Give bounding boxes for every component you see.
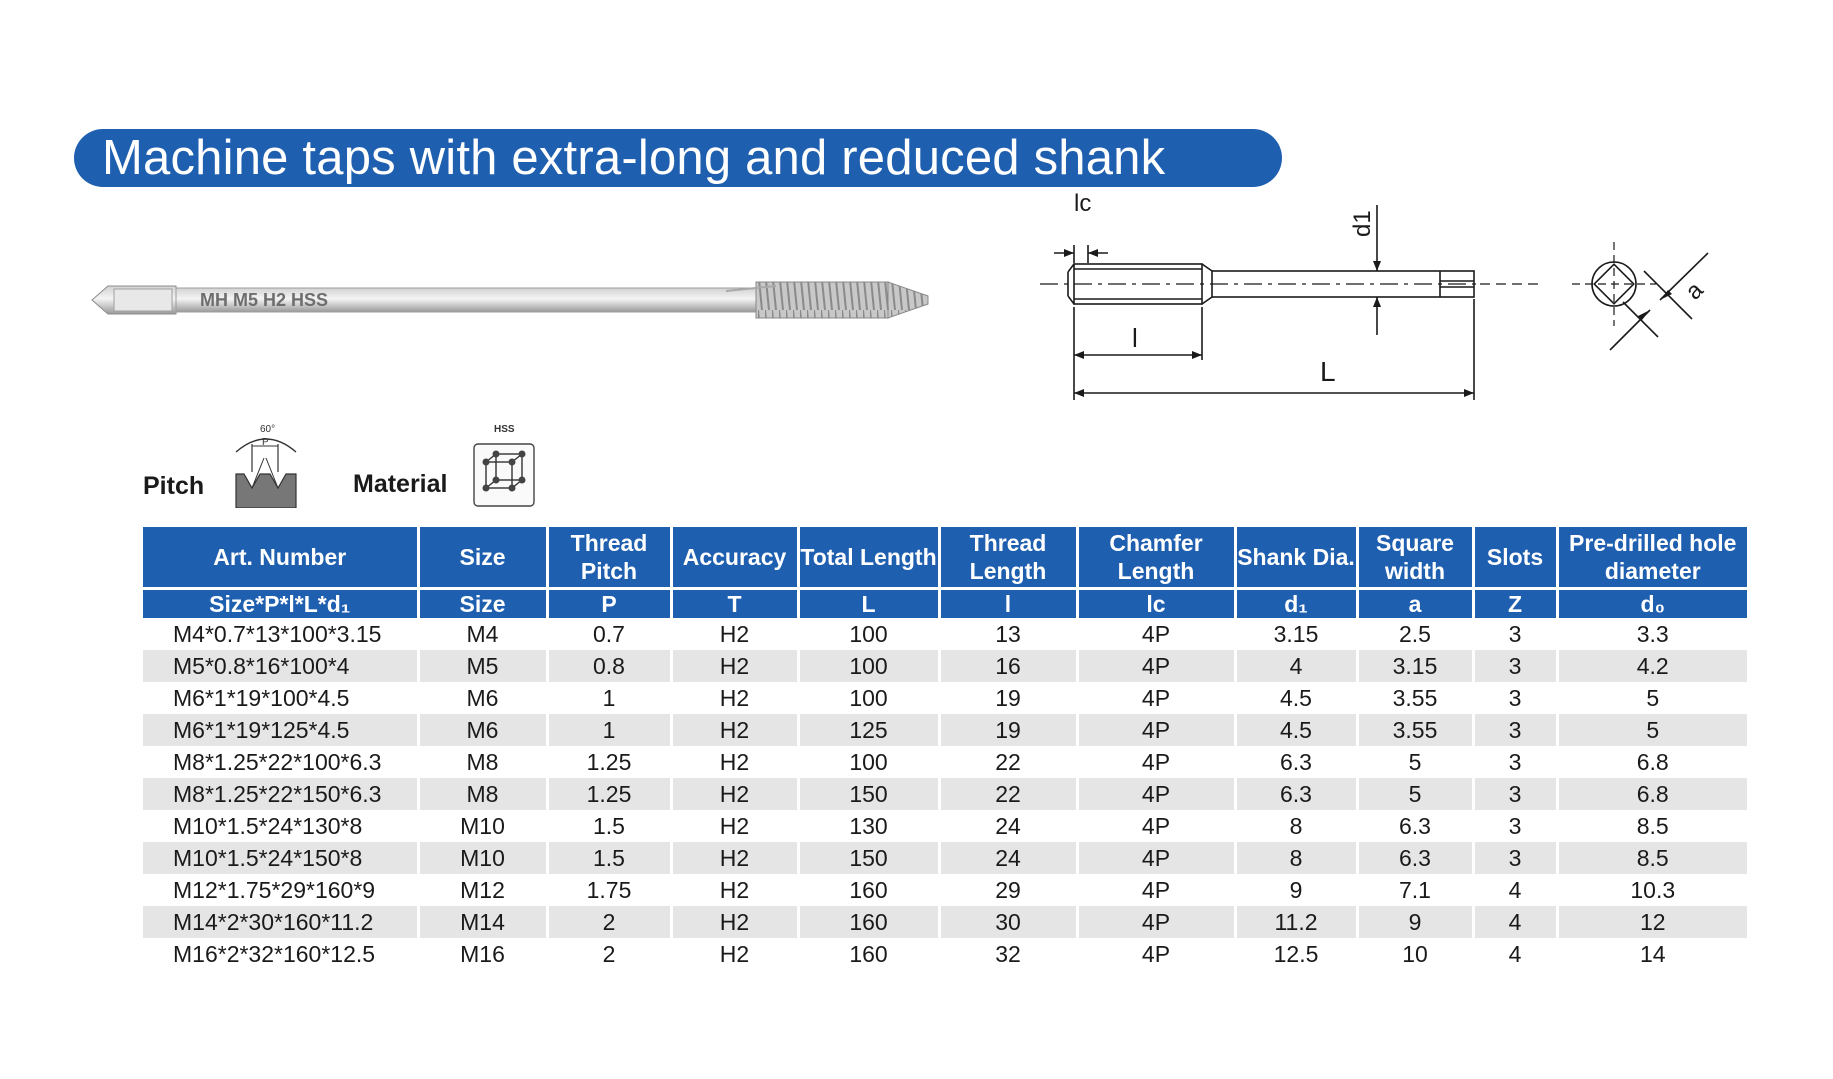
table-cell: 100 bbox=[798, 682, 939, 714]
table-cell: 3 bbox=[1473, 618, 1557, 650]
column-symbol: d₁ bbox=[1235, 589, 1357, 619]
table-cell: 4P bbox=[1077, 810, 1235, 842]
column-header: Thread Pitch bbox=[547, 527, 671, 589]
table-cell: M12*1.75*29*160*9 bbox=[143, 874, 418, 906]
table-row bbox=[143, 778, 1747, 810]
column-symbol: d₀ bbox=[1557, 589, 1747, 619]
column-symbol: Z bbox=[1473, 589, 1557, 619]
table-cell: 3 bbox=[1473, 682, 1557, 714]
table-cell: H2 bbox=[671, 778, 798, 810]
table-cell: 1 bbox=[547, 714, 671, 746]
table-cell: M14 bbox=[418, 906, 547, 938]
table-cell: 4.5 bbox=[1235, 714, 1357, 746]
table-cell: 6.3 bbox=[1235, 746, 1357, 778]
table-cell: 5 bbox=[1557, 714, 1747, 746]
table-cell: 160 bbox=[798, 906, 939, 938]
table-cell: 8.5 bbox=[1557, 842, 1747, 874]
table-cell: H2 bbox=[671, 714, 798, 746]
column-header: Thread Length bbox=[939, 527, 1077, 589]
table-row bbox=[143, 618, 1747, 650]
table-cell: 3.55 bbox=[1357, 714, 1473, 746]
table-cell: 1.75 bbox=[547, 874, 671, 906]
table-cell: 0.7 bbox=[547, 618, 671, 650]
table-cell: 24 bbox=[939, 810, 1077, 842]
column-symbol: Size bbox=[418, 589, 547, 619]
table-cell: 19 bbox=[939, 682, 1077, 714]
table-cell: 4P bbox=[1077, 682, 1235, 714]
tap-technical-drawing bbox=[1040, 185, 1760, 410]
column-header: Shank Dia. bbox=[1235, 527, 1357, 589]
material-icon-text: HSS bbox=[494, 424, 515, 435]
table-row bbox=[143, 650, 1747, 682]
table-cell: 4P bbox=[1077, 778, 1235, 810]
table-row bbox=[143, 714, 1747, 746]
table-cell: 5 bbox=[1646, 684, 1660, 711]
table-cell: 125 bbox=[798, 714, 939, 746]
label-L: L bbox=[1320, 356, 1336, 387]
table-cell: 24 bbox=[939, 842, 1077, 874]
table-cell: 150 bbox=[798, 842, 939, 874]
table-cell: 4 bbox=[1473, 938, 1557, 970]
table-cell: 2.5 bbox=[1357, 618, 1473, 650]
table-cell: M6 bbox=[418, 682, 547, 714]
tap-product-photo bbox=[86, 270, 946, 330]
table-cell: M6 bbox=[418, 714, 547, 746]
column-header: Size bbox=[418, 527, 547, 589]
column-header: Art. Number bbox=[143, 527, 418, 589]
column-header: Total Length bbox=[798, 527, 939, 589]
table-cell: H2 bbox=[671, 906, 798, 938]
table-cell: 8 bbox=[1235, 842, 1357, 874]
table-cell: 100 bbox=[798, 618, 939, 650]
table-cell: M8 bbox=[418, 746, 547, 778]
thread-pitch-icon bbox=[230, 422, 302, 508]
table-cell: H2 bbox=[671, 874, 798, 906]
label-a: a bbox=[1680, 276, 1709, 306]
table-cell: M5*0.8*16*100*4 bbox=[143, 650, 418, 682]
table-cell: 4P bbox=[1077, 842, 1235, 874]
table-cell: H2 bbox=[671, 650, 798, 682]
table-cell: 130 bbox=[798, 810, 939, 842]
table-cell: 3 bbox=[1473, 810, 1557, 842]
table-row bbox=[143, 906, 1747, 938]
table-cell: 160 bbox=[798, 938, 939, 970]
pitch-icon-p: P bbox=[262, 437, 269, 448]
pitch-icon-angle: 60° bbox=[260, 424, 276, 435]
table-cell: 3.55 bbox=[1357, 682, 1473, 714]
table-cell: 3.15 bbox=[1235, 618, 1357, 650]
table-cell: 1 bbox=[547, 682, 671, 714]
table-cell: 4.2 bbox=[1557, 650, 1747, 682]
table-cell: 6.3 bbox=[1357, 842, 1473, 874]
table-cell: 0.8 bbox=[547, 650, 671, 682]
column-header: Accuracy bbox=[671, 527, 798, 589]
table-cell: M8*1.25*22*150*6.3 bbox=[143, 778, 418, 810]
table-cell: H2 bbox=[671, 618, 798, 650]
table-cell: M10*1.5*24*130*8 bbox=[143, 810, 418, 842]
table-cell: M6*1*19*100*4.5 bbox=[143, 682, 418, 714]
pitch-label: Pitch bbox=[143, 472, 205, 500]
table-cell: 8 bbox=[1235, 810, 1357, 842]
table-cell: 6.3 bbox=[1357, 810, 1473, 842]
table-cell: 32 bbox=[939, 938, 1077, 970]
table-cell: 100 bbox=[798, 746, 939, 778]
table-cell: 160 bbox=[798, 874, 939, 906]
table-cell: 4 bbox=[1473, 906, 1557, 938]
table-cell: 10.3 bbox=[1630, 876, 1676, 903]
table-cell: 3 bbox=[1473, 650, 1557, 682]
table-row bbox=[143, 682, 1747, 714]
table-cell: 4 bbox=[1235, 650, 1357, 682]
table-cell: 12.5 bbox=[1235, 938, 1357, 970]
table-cell: 6.3 bbox=[1235, 778, 1357, 810]
table-row bbox=[143, 938, 1747, 970]
table-cell: 100 bbox=[798, 650, 939, 682]
table-cell: H2 bbox=[671, 682, 798, 714]
table-cell: 4.5 bbox=[1235, 682, 1357, 714]
table-cell: 1.5 bbox=[547, 810, 671, 842]
table-cell: H2 bbox=[671, 746, 798, 778]
table-cell: 3 bbox=[1473, 842, 1557, 874]
material-label: Material bbox=[353, 470, 448, 498]
table-cell: 10 bbox=[1357, 938, 1473, 970]
table-cell: 3 bbox=[1473, 778, 1557, 810]
column-symbol: Size*P*l*L*d₁ bbox=[143, 589, 418, 619]
hss-material-icon bbox=[470, 422, 538, 508]
table-cell: 4P bbox=[1077, 874, 1235, 906]
table-cell: M8*1.25*22*100*6.3 bbox=[143, 746, 418, 778]
symbol-row bbox=[143, 589, 1747, 619]
column-header: Pre-drilled hole diameter bbox=[1557, 527, 1747, 589]
table-row bbox=[143, 810, 1747, 842]
table-cell: 150 bbox=[798, 778, 939, 810]
table-cell: 3 bbox=[1473, 746, 1557, 778]
table-cell: M8 bbox=[418, 778, 547, 810]
table-cell: M16 bbox=[418, 938, 547, 970]
tap-marking: MH M5 H2 HSS bbox=[200, 290, 329, 310]
column-symbol: L bbox=[798, 589, 939, 619]
table-cell: 1.25 bbox=[547, 778, 671, 810]
table-row bbox=[143, 842, 1747, 874]
column-symbol: P bbox=[547, 589, 671, 619]
table-row bbox=[143, 746, 1747, 778]
column-symbol: a bbox=[1357, 589, 1473, 619]
column-symbol: T bbox=[671, 589, 798, 619]
column-symbol: l bbox=[939, 589, 1077, 619]
table-cell: H2 bbox=[671, 810, 798, 842]
table-cell: 29 bbox=[939, 874, 1077, 906]
table-cell: 6.8 bbox=[1636, 748, 1669, 775]
table-cell: M16*2*32*160*12.5 bbox=[143, 938, 418, 970]
table-cell: M10 bbox=[418, 842, 547, 874]
table-cell: M4*0.7*13*100*3.15 bbox=[143, 618, 418, 650]
table-cell: 4P bbox=[1077, 938, 1235, 970]
table-cell: 12 bbox=[1557, 906, 1747, 938]
table-cell: 1.5 bbox=[547, 842, 671, 874]
table-cell: 3 bbox=[1473, 714, 1557, 746]
table-cell: 8.5 bbox=[1636, 812, 1669, 839]
label-lc: lc bbox=[1074, 190, 1092, 217]
table-cell: 5 bbox=[1357, 746, 1473, 778]
table-cell: 4P bbox=[1077, 906, 1235, 938]
table-cell: 13 bbox=[939, 618, 1077, 650]
table-cell: M10 bbox=[418, 810, 547, 842]
table-cell: 9 bbox=[1357, 906, 1473, 938]
table-cell: 16 bbox=[939, 650, 1077, 682]
table-cell: 1.25 bbox=[547, 746, 671, 778]
table-cell: 4 bbox=[1473, 874, 1557, 906]
table-row bbox=[143, 874, 1747, 906]
table-cell: 9 bbox=[1235, 874, 1357, 906]
label-l: l bbox=[1132, 323, 1138, 353]
table-cell: H2 bbox=[671, 938, 798, 970]
page-title-banner bbox=[74, 129, 1282, 187]
header-row bbox=[143, 527, 1747, 589]
column-header: Slots bbox=[1473, 527, 1557, 589]
table-cell: M14*2*30*160*11.2 bbox=[143, 906, 418, 938]
column-header: Chamfer Length bbox=[1077, 527, 1235, 589]
table-cell: M12 bbox=[418, 874, 547, 906]
table-cell: 4P bbox=[1077, 650, 1235, 682]
spec-table bbox=[143, 527, 1747, 970]
table-cell: 19 bbox=[939, 714, 1077, 746]
table-cell: 14 bbox=[1639, 940, 1666, 967]
page-title: Machine taps with extra-long and reduced shank bbox=[102, 131, 1166, 185]
column-header: Square width bbox=[1357, 527, 1473, 589]
label-d1: d1 bbox=[1349, 210, 1376, 237]
table-cell: 4P bbox=[1077, 746, 1235, 778]
column-symbol: lc bbox=[1077, 589, 1235, 619]
table-cell: M10*1.5*24*150*8 bbox=[143, 842, 418, 874]
table-cell: M4 bbox=[418, 618, 547, 650]
table-cell: 4P bbox=[1077, 618, 1235, 650]
table-cell: H2 bbox=[671, 842, 798, 874]
table-cell: 2 bbox=[547, 938, 671, 970]
table-cell: 3.15 bbox=[1357, 650, 1473, 682]
table-cell: 30 bbox=[939, 906, 1077, 938]
table-cell: 22 bbox=[939, 778, 1077, 810]
table-cell: 2 bbox=[547, 906, 671, 938]
table-cell: 5 bbox=[1357, 778, 1473, 810]
table-cell: 22 bbox=[939, 746, 1077, 778]
table-cell: 6.8 bbox=[1557, 778, 1747, 810]
table-cell: M5 bbox=[418, 650, 547, 682]
table-cell: 4P bbox=[1077, 714, 1235, 746]
table-cell: M6*1*19*125*4.5 bbox=[143, 714, 418, 746]
table-cell: 7.1 bbox=[1357, 874, 1473, 906]
table-cell: 3.3 bbox=[1636, 620, 1669, 647]
table-cell: 11.2 bbox=[1235, 906, 1357, 938]
